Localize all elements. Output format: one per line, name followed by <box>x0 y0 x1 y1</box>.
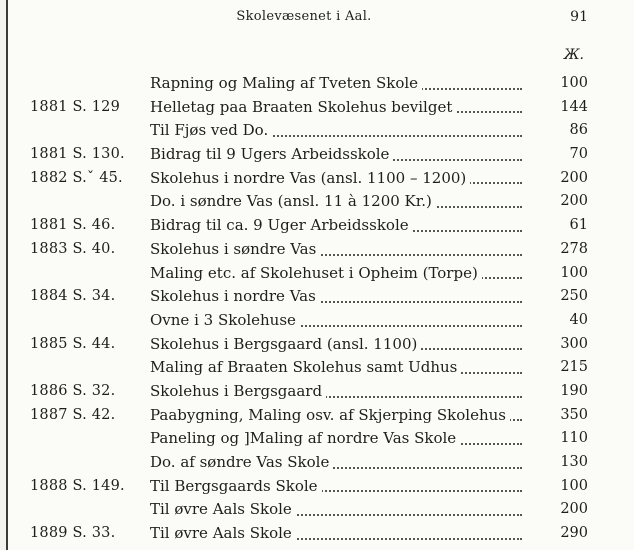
reference-cell: 1881 S. 129 <box>30 98 121 115</box>
ledger-row <box>0 143 634 167</box>
amount-cell: 350 <box>560 406 588 423</box>
ledger-row <box>0 522 634 546</box>
ledger-row <box>0 498 634 522</box>
ledger-row <box>0 72 634 96</box>
amount-cell: 130 <box>560 454 588 470</box>
ledger-row <box>0 285 634 309</box>
description-text: Ovne i 3 Skolehuse <box>150 311 300 329</box>
reference-cell: 1886 S. 32. <box>30 382 116 399</box>
page-number: 91 <box>570 9 588 25</box>
ledger-row <box>0 96 634 120</box>
amount-cell: 40 <box>569 311 588 328</box>
description-text: Skolehus i nordre Vas <box>150 287 320 305</box>
description-cell <box>150 238 522 262</box>
amount-cell: 278 <box>560 240 588 257</box>
amount-cell: 100 <box>560 75 588 91</box>
description-cell <box>150 190 522 214</box>
description-cell <box>150 451 522 475</box>
description-text: Helletag paa Braaten Skolehus bevilget <box>150 98 456 116</box>
description-text: Skolehus i Bergsgaard <box>150 382 326 400</box>
description-cell <box>150 309 522 333</box>
description-text: Skolehus i søndre Vas <box>150 240 320 258</box>
description-cell <box>150 498 522 522</box>
amount-cell: 200 <box>560 501 588 518</box>
description-text: Skolehus i Bergsgaard (ansl. 1100) <box>150 335 421 353</box>
amount-cell: 300 <box>560 335 588 352</box>
page-header <box>0 9 634 33</box>
amount-cell: 215 <box>560 359 588 376</box>
reference-cell: 1881 S. 46. <box>30 217 116 234</box>
amount-cell: 100 <box>560 477 588 494</box>
description-text: Paneling og ]Maling af nordre Vas Skole <box>150 429 460 447</box>
description-text: Skolehus i nordre Vas (ansl. 1100 – 1200) <box>150 169 470 187</box>
description-text: Til Bergsgaards Skole <box>150 477 322 495</box>
description-text: Maling etc. af Skolehuset i Opheim (Torpe) <box>150 264 482 282</box>
running-title: Skolevæsenet i Aal. <box>236 9 372 24</box>
amount-cell: 110 <box>560 430 588 447</box>
description-text: Maling af Braaten Skolehus samt Udhus <box>150 358 461 376</box>
description-cell <box>150 333 522 357</box>
description-cell <box>150 96 522 120</box>
description-cell <box>150 475 522 499</box>
currency-column-heading: Ж. <box>563 47 584 63</box>
description-cell <box>150 167 522 191</box>
description-cell <box>150 404 522 428</box>
ledger-row <box>0 238 634 262</box>
reference-cell: 1885 S. 44. <box>30 335 116 352</box>
reference-cell: 1881 S. 130. <box>30 146 125 163</box>
description-cell <box>150 72 522 96</box>
description-cell <box>150 143 522 167</box>
reference-cell: 1884 S. 34. <box>30 288 116 305</box>
description-cell <box>150 522 522 546</box>
ledger-row <box>0 356 634 380</box>
expense-ledger-table <box>0 72 634 546</box>
reference-cell: 1883 S. 40. <box>30 240 116 257</box>
description-cell <box>150 380 522 404</box>
ledger-row <box>0 333 634 357</box>
reference-cell: 1882 S.ˇ 45. <box>30 169 123 186</box>
amount-cell: 86 <box>569 122 588 139</box>
reference-cell: 1889 S. 33. <box>30 525 116 542</box>
ledger-row <box>0 427 634 451</box>
amount-cell: 250 <box>560 288 588 305</box>
ledger-row <box>0 262 634 286</box>
description-cell <box>150 285 522 309</box>
description-text: Bidrag til 9 Ugers Arbeidsskole <box>150 145 393 163</box>
ledger-row <box>0 475 634 499</box>
description-text: Paabygning, Maling osv. af Skjerping Skolehus <box>150 406 510 424</box>
description-text: Rapning og Maling af Tveten Skole <box>150 74 422 92</box>
reference-cell: 1887 S. 42. <box>30 406 116 423</box>
description-cell <box>150 356 522 380</box>
amount-cell: 200 <box>560 193 588 210</box>
amount-cell: 290 <box>560 525 588 542</box>
ledger-row <box>0 404 634 428</box>
description-cell <box>150 119 522 143</box>
ledger-row <box>0 451 634 475</box>
ledger-row <box>0 214 634 238</box>
description-cell <box>150 214 522 238</box>
description-text: Do. i søndre Vas (ansl. 11 à 1200 Kr.) <box>150 192 436 210</box>
amount-cell: 190 <box>560 382 588 399</box>
ledger-row <box>0 119 634 143</box>
description-text: Til Fjøs ved Do. <box>150 121 272 139</box>
ledger-row <box>0 380 634 404</box>
amount-cell: 100 <box>560 264 588 281</box>
amount-cell: 200 <box>560 169 588 186</box>
description-cell <box>150 427 522 451</box>
description-text: Til øvre Aals Skole <box>150 500 296 518</box>
description-text: Bidrag til ca. 9 Uger Arbeidsskole <box>150 216 413 234</box>
description-cell <box>150 262 522 286</box>
ledger-row <box>0 190 634 214</box>
description-text: Do. af søndre Vas Skole <box>150 453 333 471</box>
ledger-row <box>0 167 634 191</box>
amount-cell: 70 <box>569 146 588 163</box>
ledger-row <box>0 309 634 333</box>
amount-cell: 144 <box>560 98 588 115</box>
description-text: Til øvre Aals Skole <box>150 524 296 542</box>
reference-cell: 1888 S. 149. <box>30 477 125 494</box>
amount-cell: 61 <box>569 217 588 234</box>
